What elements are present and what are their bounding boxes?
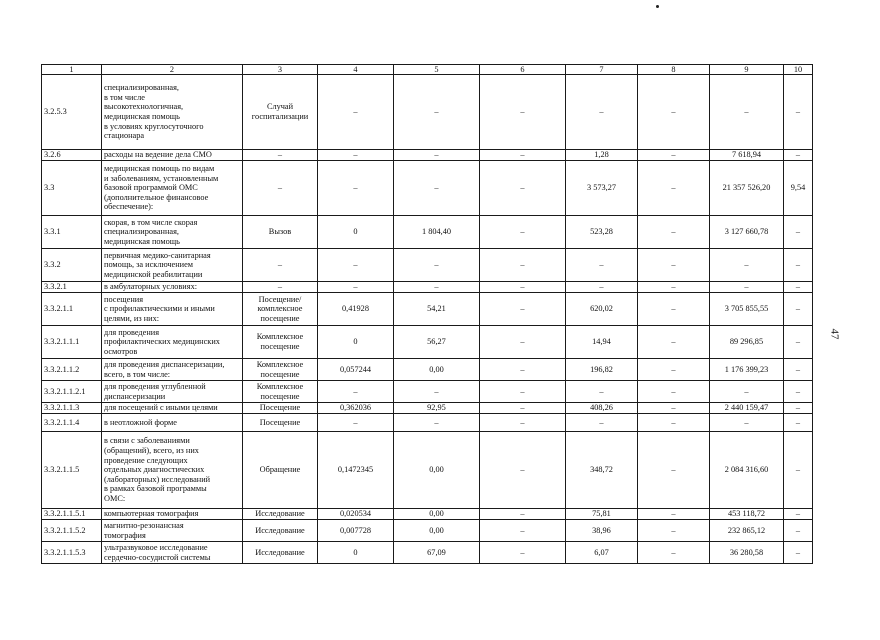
row-unit: Вызов (243, 216, 318, 249)
row-value-col4: – (318, 381, 394, 403)
table-row (42, 216, 813, 249)
row-unit: Посещение/ комплексное посещение (243, 293, 318, 326)
row-value-col7: 408,26 (566, 403, 638, 414)
row-value-col9: – (710, 414, 784, 432)
table-row (42, 542, 813, 564)
row-value-col7: – (566, 75, 638, 150)
row-value-col9: 2 440 159,47 (710, 403, 784, 414)
row-value-col6: – (480, 216, 566, 249)
row-value-col6: – (480, 249, 566, 282)
table-row (42, 293, 813, 326)
row-value-col4: – (318, 161, 394, 216)
row-value-col8: – (638, 542, 710, 564)
row-unit: Посещение (243, 403, 318, 414)
row-code: 3.3.2.1.1.5.3 (42, 542, 102, 564)
table-row (42, 520, 813, 542)
row-value-col9: 89 296,85 (710, 326, 784, 359)
row-value-col4: 0,020534 (318, 509, 394, 520)
row-value-col10: – (784, 326, 813, 359)
row-code: 3.3.1 (42, 216, 102, 249)
row-value-col9: 36 280,58 (710, 542, 784, 564)
row-value-col9: 1 176 399,23 (710, 359, 784, 381)
row-value-col7: 523,28 (566, 216, 638, 249)
row-value-col7: 75,81 (566, 509, 638, 520)
row-value-col6: – (480, 150, 566, 161)
row-value-col4: 0 (318, 326, 394, 359)
row-value-col9: 3 705 855,55 (710, 293, 784, 326)
column-number: 9 (710, 65, 784, 75)
row-code: 3.3.2.1.1.2.1 (42, 381, 102, 403)
row-value-col8: – (638, 403, 710, 414)
row-unit: – (243, 150, 318, 161)
row-value-col6: – (480, 381, 566, 403)
row-unit: Исследование (243, 520, 318, 542)
row-value-col6: – (480, 161, 566, 216)
row-code: 3.3.2.1.1.5.1 (42, 509, 102, 520)
row-value-col7: 3 573,27 (566, 161, 638, 216)
table-row (42, 282, 813, 293)
row-value-col10: – (784, 75, 813, 150)
row-name: расходы на ведение дела СМО (102, 150, 243, 161)
row-value-col5: – (394, 249, 480, 282)
row-name: для проведения профилактических медицинских осмотров (102, 326, 243, 359)
row-value-col10: – (784, 403, 813, 414)
row-value-col5: 67,09 (394, 542, 480, 564)
row-code: 3.3.2.1.1.5.2 (42, 520, 102, 542)
row-code: 3.2.6 (42, 150, 102, 161)
row-name: в неотложной форме (102, 414, 243, 432)
table-row (42, 403, 813, 414)
row-name: магнитно-резонансная томография (102, 520, 243, 542)
row-code: 3.3.2.1.1.5 (42, 432, 102, 509)
row-value-col8: – (638, 293, 710, 326)
row-name: специализированная, в том числе высокотехнологичная, медицинская помощь в условиях круглосуточного стационара (102, 75, 243, 150)
row-unit: Посещение (243, 414, 318, 432)
row-value-col10: – (784, 282, 813, 293)
row-value-col4: 0,1472345 (318, 432, 394, 509)
row-value-col9: 232 865,12 (710, 520, 784, 542)
row-value-col5: – (394, 150, 480, 161)
row-value-col9: 7 618,94 (710, 150, 784, 161)
row-name: в амбулаторных условиях: (102, 282, 243, 293)
row-value-col6: – (480, 432, 566, 509)
row-value-col5: 54,21 (394, 293, 480, 326)
row-value-col9: 2 084 316,60 (710, 432, 784, 509)
row-value-col8: – (638, 282, 710, 293)
row-name: первичная медико-санитарная помощь, за исключением медицинской реабилитации (102, 249, 243, 282)
row-value-col9: – (710, 249, 784, 282)
row-value-col8: – (638, 75, 710, 150)
row-value-col8: – (638, 359, 710, 381)
row-value-col4: 0,362036 (318, 403, 394, 414)
row-value-col6: – (480, 520, 566, 542)
row-value-col10: – (784, 216, 813, 249)
row-value-col5: – (394, 282, 480, 293)
speck-dot (656, 5, 659, 8)
row-unit: Обращение (243, 432, 318, 509)
row-unit: Комплексное посещение (243, 359, 318, 381)
column-number: 2 (102, 65, 243, 75)
row-name: посещения с профилактическими и иными целями, из них: (102, 293, 243, 326)
row-code: 3.3.2.1.1.1 (42, 326, 102, 359)
row-value-col4: 0,057244 (318, 359, 394, 381)
row-name: медицинская помощь по видам и заболеваниям, установленным базовой программой ОМС (дополнительное финансовое обеспечение): (102, 161, 243, 216)
row-unit: Исследование (243, 509, 318, 520)
row-value-col10: – (784, 542, 813, 564)
row-value-col8: – (638, 249, 710, 282)
row-value-col4: 0 (318, 542, 394, 564)
row-value-col6: – (480, 403, 566, 414)
row-value-col7: – (566, 282, 638, 293)
row-value-col9: – (710, 75, 784, 150)
row-value-col8: – (638, 509, 710, 520)
row-value-col10: – (784, 520, 813, 542)
row-value-col10: – (784, 381, 813, 403)
row-value-col10: – (784, 509, 813, 520)
column-number-row (42, 65, 813, 75)
column-number: 7 (566, 65, 638, 75)
row-code: 3.3.2.1.1 (42, 293, 102, 326)
row-value-col8: – (638, 326, 710, 359)
row-value-col4: – (318, 249, 394, 282)
row-unit: Комплексное посещение (243, 381, 318, 403)
row-name: ультразвуковое исследование сердечно-сосудистой системы (102, 542, 243, 564)
row-value-col7: 620,02 (566, 293, 638, 326)
row-value-col5: 56,27 (394, 326, 480, 359)
row-name: для посещений с иными целями (102, 403, 243, 414)
row-value-col4: 0,41928 (318, 293, 394, 326)
column-number: 3 (243, 65, 318, 75)
row-value-col8: – (638, 216, 710, 249)
row-value-col10: 9,54 (784, 161, 813, 216)
row-code: 3.3.2 (42, 249, 102, 282)
row-value-col7: 38,96 (566, 520, 638, 542)
table-row (42, 432, 813, 509)
row-name: для проведения углубленной диспансеризации (102, 381, 243, 403)
row-value-col8: – (638, 432, 710, 509)
column-number: 1 (42, 65, 102, 75)
row-unit: Исследование (243, 542, 318, 564)
row-unit: – (243, 249, 318, 282)
row-value-col7: 1,28 (566, 150, 638, 161)
row-value-col6: – (480, 509, 566, 520)
row-value-col9: – (710, 381, 784, 403)
table-row (42, 381, 813, 403)
row-code: 3.3.2.1.1.3 (42, 403, 102, 414)
row-value-col4: 0,007728 (318, 520, 394, 542)
row-code: 3.3 (42, 161, 102, 216)
row-value-col5: 0,00 (394, 509, 480, 520)
row-value-col4: – (318, 150, 394, 161)
row-value-col4: – (318, 414, 394, 432)
row-value-col10: – (784, 293, 813, 326)
column-number: 8 (638, 65, 710, 75)
row-value-col4: – (318, 282, 394, 293)
row-code: 3.3.2.1 (42, 282, 102, 293)
row-value-col10: – (784, 359, 813, 381)
column-number: 5 (394, 65, 480, 75)
row-value-col9: – (710, 282, 784, 293)
row-value-col5: 0,00 (394, 359, 480, 381)
row-value-col7: 196,82 (566, 359, 638, 381)
row-name: скорая, в том числе скорая специализированная, медицинская помощь (102, 216, 243, 249)
row-unit: – (243, 161, 318, 216)
row-value-col6: – (480, 282, 566, 293)
row-value-col6: – (480, 542, 566, 564)
row-value-col4: – (318, 75, 394, 150)
row-value-col9: 21 357 526,20 (710, 161, 784, 216)
row-value-col5: – (394, 381, 480, 403)
row-value-col5: 1 804,40 (394, 216, 480, 249)
row-value-col9: 453 118,72 (710, 509, 784, 520)
row-value-col9: 3 127 660,78 (710, 216, 784, 249)
table-row (42, 326, 813, 359)
row-value-col7: – (566, 414, 638, 432)
column-number: 4 (318, 65, 394, 75)
table-row (42, 509, 813, 520)
row-value-col8: – (638, 520, 710, 542)
table-row (42, 359, 813, 381)
row-value-col4: 0 (318, 216, 394, 249)
row-value-col5: 0,00 (394, 432, 480, 509)
row-value-col5: 92,95 (394, 403, 480, 414)
row-value-col6: – (480, 75, 566, 150)
row-value-col6: – (480, 326, 566, 359)
row-value-col7: 348,72 (566, 432, 638, 509)
row-value-col5: – (394, 161, 480, 216)
row-value-col10: – (784, 249, 813, 282)
row-value-col10: – (784, 432, 813, 509)
row-value-col10: – (784, 414, 813, 432)
column-number: 6 (480, 65, 566, 75)
table-row (42, 161, 813, 216)
row-value-col8: – (638, 161, 710, 216)
row-value-col6: – (480, 359, 566, 381)
row-name: компьютерная томография (102, 509, 243, 520)
row-name: для проведения диспансеризации, всего, в том числе: (102, 359, 243, 381)
row-code: 3.2.5.3 (42, 75, 102, 150)
row-code: 3.3.2.1.1.4 (42, 414, 102, 432)
page-number: 47 (828, 328, 841, 340)
row-value-col6: – (480, 293, 566, 326)
row-value-col7: – (566, 249, 638, 282)
row-unit: Случай госпитализации (243, 75, 318, 150)
medical-tariff-table (41, 64, 813, 564)
row-name: в связи с заболеваниями (обращений), всего, из них проведение следующих отдельных диагностических (лабораторных) исследований в рамках базовой программы ОМС: (102, 432, 243, 509)
row-unit: Комплексное посещение (243, 326, 318, 359)
column-number: 10 (784, 65, 813, 75)
row-unit: – (243, 282, 318, 293)
row-value-col7: 6,07 (566, 542, 638, 564)
table-row (42, 414, 813, 432)
row-value-col7: – (566, 381, 638, 403)
table-row (42, 150, 813, 161)
row-value-col8: – (638, 381, 710, 403)
row-value-col8: – (638, 414, 710, 432)
row-value-col7: 14,94 (566, 326, 638, 359)
row-value-col5: 0,00 (394, 520, 480, 542)
row-value-col5: – (394, 75, 480, 150)
table-row (42, 249, 813, 282)
row-code: 3.3.2.1.1.2 (42, 359, 102, 381)
table-row (42, 75, 813, 150)
row-value-col5: – (394, 414, 480, 432)
row-value-col10: – (784, 150, 813, 161)
row-value-col8: – (638, 150, 710, 161)
row-value-col6: – (480, 414, 566, 432)
